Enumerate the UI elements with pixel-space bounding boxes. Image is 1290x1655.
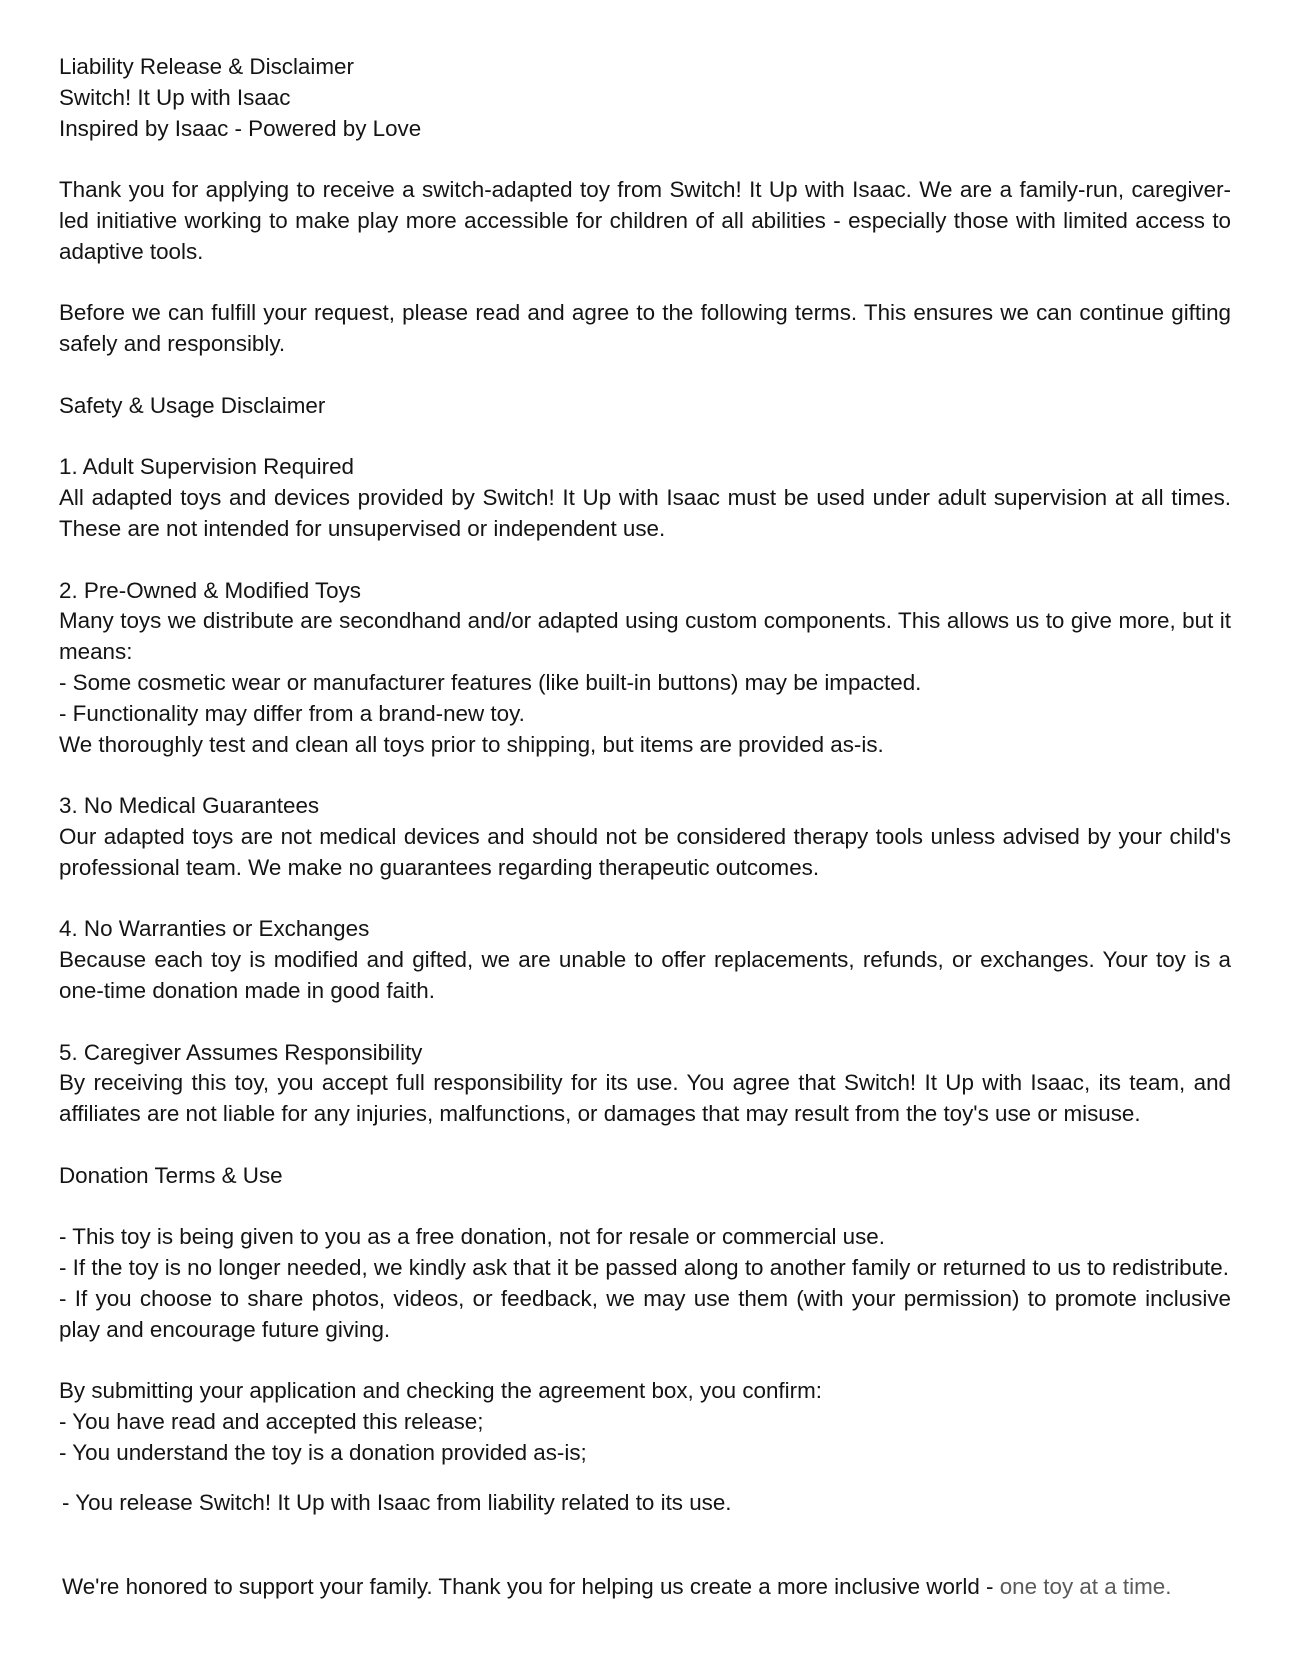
section-title-medical: 3. No Medical Guarantees [59, 793, 320, 819]
donation-bullet: - If you choose to share photos, videos, or feedback, we may use them (with your permission) to promote inclusive play and encourage future giving. [59, 1285, 1231, 1342]
closing-main: We're honored to support your family. Thank you for helping us create a more inclusive world - [62, 1573, 1000, 1599]
section-title-warranties: 4. No Warranties or Exchanges [59, 916, 370, 942]
preowned-bullet: - Some cosmetic wear or manufacturer features (like built-in buttons) may be impacted. [59, 669, 922, 695]
intro-paragraph: Thank you for applying to receive a switch-adapted toy from Switch! It Up with Isaac. We are a family-run, caregiver-led initiative working to make play more accessible for children of all abilities - especially those with limited access to adaptive tools. [59, 177, 1231, 264]
donation-heading: Donation Terms & Use [59, 1162, 283, 1188]
section-title-responsibility: 5. Caregiver Assumes Responsibility [59, 1039, 423, 1065]
section-title-preowned: 2. Pre-Owned & Modified Toys [59, 577, 361, 603]
confirm-bullet: - You release Switch! It Up with Isaac from liability related to its use. [62, 1489, 732, 1515]
section-body-supervision: All adapted toys and devices provided by Switch! It Up with Isaac must be used under adult supervision at all times. These are not intended for unsupervised or independent use. [59, 485, 1231, 541]
confirm-bullet: - You understand the toy is a donation provided as-is; [59, 1439, 587, 1465]
section-body-responsibility: By receiving this toy, you accept full responsibility for its use. You agree that Switch! It Up with Isaac, its team, and affiliates are not liable for any injuries, malfunctions, or damages that may result from the toy's use or misuse. [59, 1070, 1231, 1127]
section-body-warranties: Because each toy is modified and gifted, we are unable to offer replacements, refunds, or exchanges. Your toy is a one-time donation made in good faith. [59, 947, 1231, 1003]
closing-statement [62, 1572, 1231, 1603]
section-title-supervision: 1. Adult Supervision Required [59, 454, 354, 480]
confirm-lead: By submitting your application and checking the agreement box, you confirm: [59, 1378, 822, 1404]
donation-bullet: - This toy is being given to you as a free donation, not for resale or commercial use. [59, 1224, 885, 1250]
section-body-preowned: Many toys we distribute are secondhand and/or adapted using custom components. This allows us to give more, but it means: [59, 608, 1231, 665]
document-page [59, 52, 1231, 1625]
closing-tail: one toy at a time. [999, 1573, 1172, 1599]
organization-name: Switch! It Up with Isaac [59, 84, 291, 110]
tagline: Inspired by Isaac - Powered by Love [59, 115, 422, 141]
confirm-bullet: - You have read and accepted this release; [59, 1409, 484, 1435]
preowned-closing: We thoroughly test and clean all toys prior to shipping, but items are provided as-is. [59, 731, 884, 757]
section-body-medical: Our adapted toys are not medical devices and should not be considered therapy tools unless advised by your child's professional team. We make no guarantees regarding therapeutic outcomes. [59, 823, 1231, 880]
document-title: Liability Release & Disclaimer [59, 54, 354, 79]
donation-bullet: - If the toy is no longer needed, we kindly ask that it be passed along to another family or returned to us to redistribute. [59, 1255, 1229, 1281]
preowned-bullet: - Functionality may differ from a brand-new toy. [59, 700, 525, 726]
safety-heading: Safety & Usage Disclaimer [59, 392, 326, 418]
terms-notice: Before we can fulfill your request, please read and agree to the following terms. This ensures we can continue gifting safely and responsibly. [59, 300, 1231, 357]
